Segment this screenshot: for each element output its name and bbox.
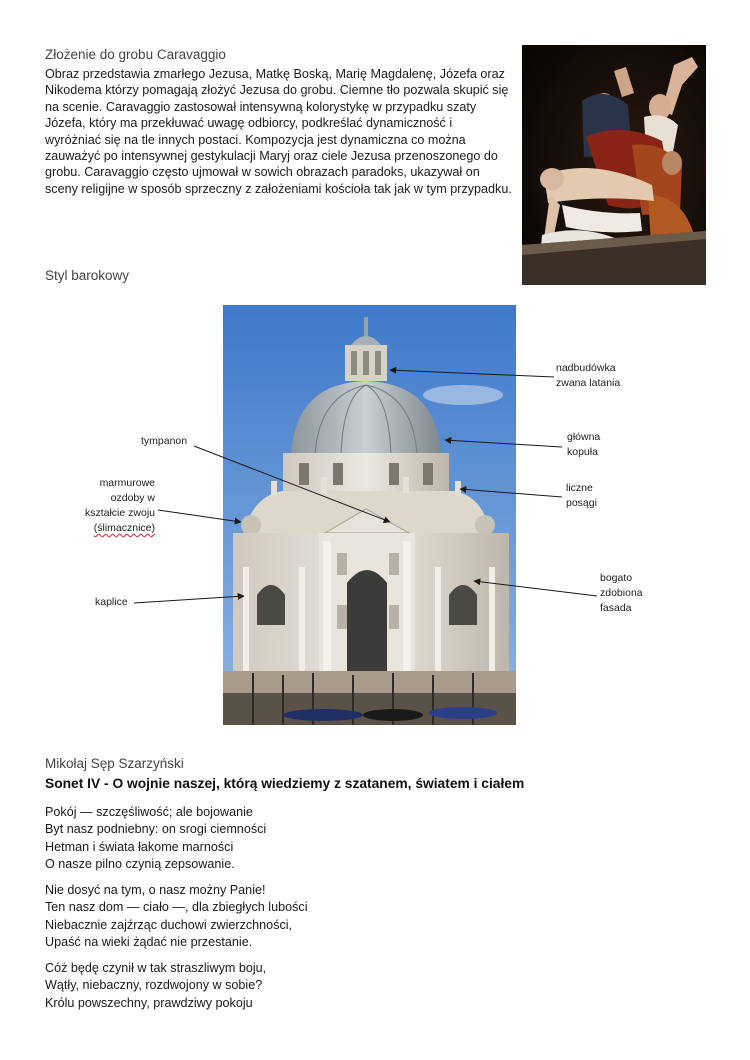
label-line: zwana latania (556, 377, 621, 389)
poem-line: Upaść na wieki żądać nie przestanie. (45, 934, 253, 949)
label-line: liczne (566, 482, 593, 494)
text-line: zauważyć po intensywnej gestykulacji Maryj oraz ciele Jezusa przenoszonego do (45, 149, 498, 164)
label-volutes (80, 476, 155, 536)
label-line: ozdoby w (110, 492, 155, 504)
sonnet-title: Sonet IV - O wojnie naszej, którą wiedziemy z szatanem, światem i ciałem (45, 776, 525, 791)
dome-arrow (445, 440, 562, 447)
label-dome (567, 430, 600, 460)
label-line: bogato (600, 572, 633, 584)
label-line: fasada (600, 602, 632, 614)
label-line: (ślimacznice) (93, 522, 155, 534)
poem-line: Hetman i świata łakome marności (45, 839, 234, 854)
tympanon-arrow (194, 446, 390, 522)
text-line: grobu. Caravaggio często ujmował w sowich obrazach paradoks, ukazywał on (45, 165, 480, 180)
volute-arrow (158, 510, 241, 522)
label-tympanon: tympanon (141, 435, 188, 447)
label-line: kształcie zwoju (84, 507, 155, 519)
label-line: kopuła (567, 446, 598, 458)
stanza (45, 960, 266, 1012)
poem-line: Byt nasz podniebny: on srogi ciemności (45, 822, 267, 837)
label-line: posągi (566, 497, 597, 509)
facade-arrow (474, 581, 597, 596)
stanza (45, 804, 266, 873)
text-line: sceny religijne w sposób sprzeczny z założeniami kościoła tak jak w tym przypadku. (45, 181, 512, 196)
poem-line: Niebacznie zajźrząc duchowi zwierzchności, (45, 917, 293, 932)
text-line: Obraz przedstawia zmarłego Jezusa, Matkę Boską, Marię Magdalenę, Józefa oraz (45, 67, 505, 81)
poet-name: Mikołaj Sęp Szarzyński (45, 756, 184, 771)
poem-line: Pokój — szczęśliwość; ale bojowanie (45, 805, 253, 819)
label-facade (600, 571, 643, 616)
chapel-arrow (134, 596, 244, 603)
stanza (45, 882, 308, 951)
label-line: marmurowe (99, 477, 155, 489)
lantern-arrow (390, 370, 554, 377)
label-line: główna (567, 431, 601, 443)
poem-line: O nasze pilno czynią zepsowanie. (45, 856, 235, 871)
text-line: wyróżniać się na tle innych postaci. Kompozycja jest dynamiczna co można (45, 132, 466, 147)
label-statues (566, 481, 597, 511)
poem-line: Cóż będę czynił w tak straszliwym boju, (45, 961, 267, 975)
poem-line: Królu powszechny, prawdziwy pokoju (45, 995, 253, 1010)
poem-line: Ten nasz dom — ciało —, dla zbiegłych lubości (45, 900, 308, 915)
baroque-title: Styl barokowy (45, 268, 130, 283)
text-line: na scenie. Caravaggio zastosował intensywną kolorystykę w przypadku szaty (45, 99, 477, 114)
caravaggio-title: Złożenie do grobu Caravaggio (45, 47, 226, 62)
poem-line: Wątły, niebaczny, rozdwojony w sobie? (45, 978, 263, 993)
label-lantern (556, 361, 620, 391)
label-chapels: kaplice (95, 596, 128, 608)
statues-arrow (460, 489, 562, 497)
text-line: Józefa, który ma przekłuwać uwagę odbiorcy, podkreślać dynamiczność i (45, 116, 453, 131)
label-line: zdobiona (600, 587, 643, 599)
label-line: nadbudówka (556, 362, 616, 374)
text-line: Nikodema którzy pomagają złożyć Jezusa do grobu. Ciemne tło pozwala skupić się (45, 83, 509, 98)
poem-line: Nie dosyć na tym, o nasz możny Panie! (45, 883, 266, 897)
